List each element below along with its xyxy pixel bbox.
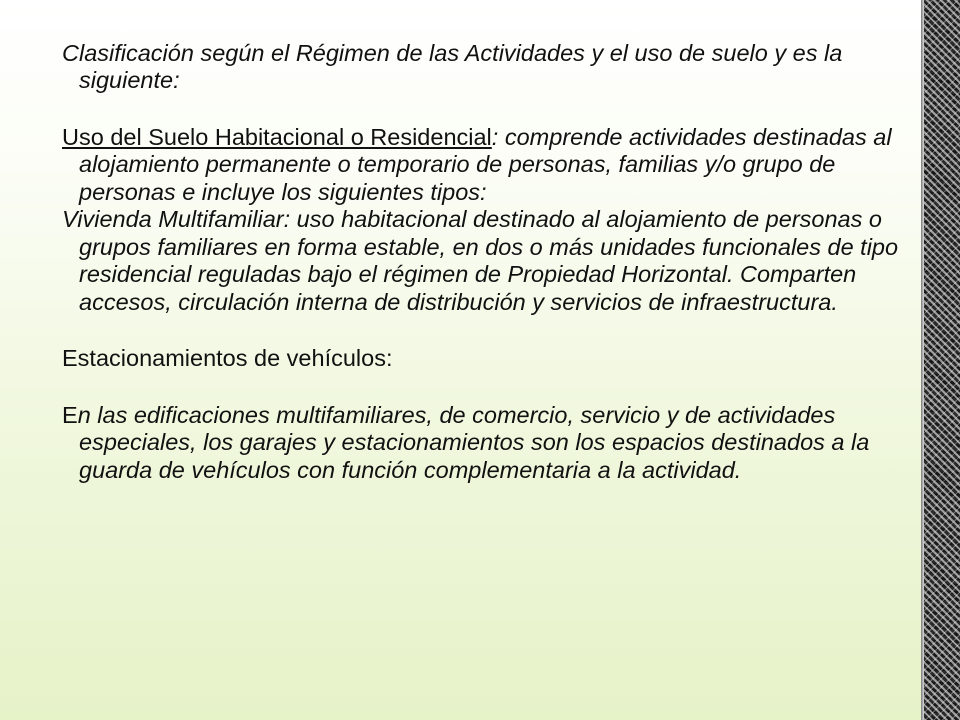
- residential-use-paragraph: [62, 124, 900, 206]
- parking-heading: Estacionamientos de vehículos:: [62, 345, 393, 372]
- classification-paragraph: Clasificación según el Régimen de las Actividades y el uso de suelo y es la siguiente:: [62, 40, 843, 94]
- parking-paragraph: [62, 402, 900, 484]
- multifamily-housing-paragraph: Vivienda Multifamiliar: uso habitacional destinado al alojamiento de personas o grupos familiares en forma estable, en dos o más unidades funcionales de tipo residencial reguladas bajo el régimen de Propiedad Horizontal. Comparten accesos, circulación interna de distribución y servicios de infraestructura.: [62, 206, 899, 315]
- slide-border-pattern: [924, 0, 960, 720]
- residential-use-heading: Uso del Suelo Habitacional o Residencial: [62, 123, 492, 150]
- parking-paragraph-body: n las edificaciones multifamiliares, de comercio, servicio y de actividades especiales, los garajes y estacionamientos son los espacios destinados a la guarda de vehículos con función complementaria a la actividad.: [77, 401, 870, 483]
- parking-paragraph-initial: E: [62, 401, 78, 428]
- residential-use-body: : comprende actividades destinadas al alojamiento permanente o temporario de personas, familias y/o grupo de personas e incluye los siguientes tipos:: [79, 123, 892, 205]
- slide-content: [62, 40, 900, 484]
